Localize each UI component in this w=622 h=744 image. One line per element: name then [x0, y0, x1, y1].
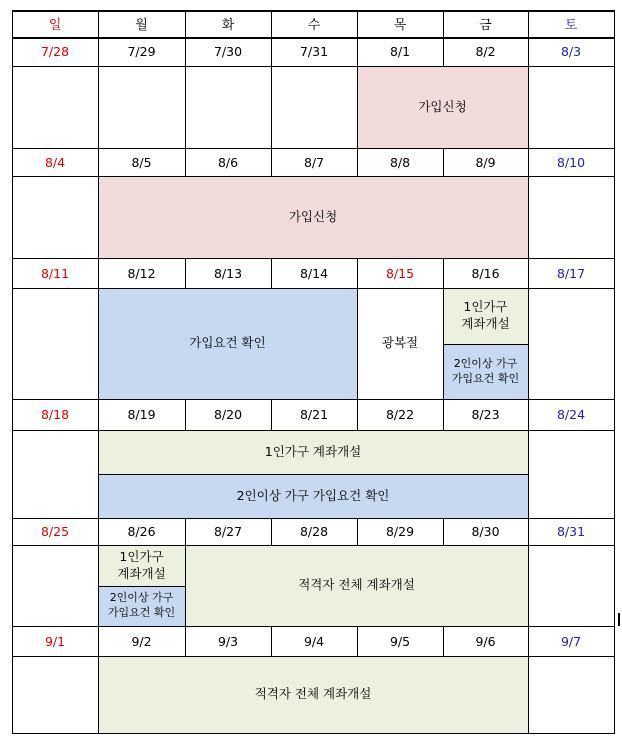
date-cell: 8/18 [40, 407, 70, 422]
date-cell: 8/7 [303, 154, 325, 170]
grid-line [614, 148, 615, 176]
grid-line [614, 37, 615, 66]
event-all-eligible-account-week6 [98, 656, 528, 733]
grid-line [12, 37, 13, 66]
grid-line [98, 656, 99, 733]
date-cell: 9/5 [389, 633, 411, 649]
grid-line [614, 66, 615, 148]
grid-line [185, 37, 186, 66]
event-eligibility-check [98, 288, 357, 399]
date-cell: 8/30 [471, 524, 500, 539]
date-cell: 8/28 [299, 524, 329, 539]
grid-line [12, 733, 615, 734]
event-multi-household-eligibility-week4 [98, 474, 528, 518]
grid-line [12, 176, 13, 258]
event-signup-week2 [98, 176, 528, 258]
grid-line [271, 37, 272, 66]
grid-line [98, 545, 99, 626]
grid-line [357, 288, 358, 399]
date-cell: 8/14 [299, 265, 329, 281]
event-multi-household-eligibility-week5 [98, 586, 185, 626]
grid-line [12, 518, 13, 545]
event-label-line1: 2인이상 가구 [453, 356, 518, 370]
grid-line [443, 148, 444, 176]
grid-line [98, 148, 99, 176]
date-cell: 8/24 [556, 407, 586, 422]
grid-line [98, 10, 99, 37]
grid-line [271, 148, 272, 176]
date-cell: 8/13 [213, 265, 243, 281]
event-label-line2: 가입요건 확인 [107, 606, 176, 619]
grid-line [443, 399, 444, 430]
grid-line [528, 288, 529, 399]
weekday-header-cell: 금 [479, 18, 492, 33]
grid-line [98, 258, 99, 288]
event-label-line2: 계좌개설 [461, 316, 510, 331]
weekday-header-cell: 화 [221, 18, 235, 33]
grid-line [185, 258, 186, 288]
grid-line [185, 545, 186, 626]
text-cursor [618, 613, 620, 626]
event-label: 가입신청 [288, 208, 338, 224]
weekday-header-cell: 토 [564, 18, 578, 33]
grid-line [185, 10, 186, 37]
grid-line [12, 10, 615, 12]
date-cell: 8/22 [385, 407, 415, 422]
date-cell: 7/28 [40, 44, 70, 59]
grid-line [528, 176, 529, 258]
grid-line [12, 399, 13, 430]
holiday-name: 광복절 [381, 335, 419, 351]
grid-line [98, 518, 99, 545]
grid-line [528, 399, 529, 430]
holiday-label [357, 288, 443, 399]
grid-line [12, 656, 13, 733]
date-cell: 8/3 [560, 44, 582, 59]
grid-line [614, 656, 615, 733]
event-label-line1: 2인이상 가구 [109, 591, 174, 605]
grid-line [357, 399, 358, 430]
date-cell: 7/31 [299, 44, 329, 59]
date-cell: 9/7 [560, 633, 582, 649]
event-label-line2: 계좌개설 [117, 565, 166, 581]
grid-line [271, 10, 272, 37]
grid-line [271, 258, 272, 288]
grid-line [614, 10, 615, 37]
grid-line [614, 258, 615, 288]
date-cell: 8/20 [213, 407, 243, 422]
event-single-household-account-week4 [98, 430, 528, 474]
date-cell: 8/10 [556, 154, 586, 170]
event-multi-household-eligibility [443, 344, 528, 399]
date-cell: 9/1 [44, 633, 66, 649]
grid-line [614, 518, 615, 545]
event-label: 적격자 전체 계좌개설 [298, 577, 415, 593]
grid-line [443, 37, 444, 66]
grid-line [12, 66, 13, 148]
date-cell: 8/17 [556, 265, 586, 281]
grid-line [614, 176, 615, 258]
date-cell: 8/27 [213, 524, 243, 539]
grid-line [12, 626, 615, 627]
grid-line [443, 10, 444, 37]
grid-line [443, 626, 444, 656]
event-label: 적격자 전체 계좌개설 [254, 686, 372, 702]
event-label: 가입요건 확인 [189, 335, 266, 351]
grid-line [12, 518, 615, 519]
grid-line [185, 518, 186, 545]
grid-line [12, 656, 615, 657]
event-label-line2: 가입요건 확인 [451, 371, 520, 385]
grid-line [357, 626, 358, 656]
weekday-header-cell: 수 [307, 18, 321, 33]
grid-line [12, 545, 615, 546]
date-cell: 8/29 [385, 524, 415, 539]
date-cell: 8/11 [40, 265, 70, 281]
grid-line [528, 258, 529, 288]
grid-line [12, 288, 615, 289]
date-cell: 8/1 [389, 44, 411, 59]
grid-line [528, 626, 529, 656]
grid-line [528, 10, 529, 37]
grid-line [12, 545, 13, 626]
grid-line [271, 518, 272, 545]
grid-line [185, 399, 186, 430]
grid-line [443, 518, 444, 545]
grid-line [12, 258, 13, 288]
grid-line [12, 148, 13, 176]
grid-line [271, 66, 272, 148]
grid-line [357, 518, 358, 545]
event-label-line1: 1인가구 [463, 299, 508, 315]
date-cell: 8/9 [475, 154, 496, 170]
grid-line [98, 66, 99, 148]
date-cell: 8/4 [44, 154, 66, 170]
grid-line [443, 288, 444, 399]
date-cell: 8/16 [471, 265, 500, 281]
grid-line [528, 37, 529, 66]
grid-line [528, 545, 529, 626]
event-all-eligible-account-week5 [185, 545, 528, 626]
grid-line [98, 399, 99, 430]
grid-line [357, 66, 358, 148]
event-label-line1: 1인가구 [119, 548, 164, 564]
event-label: 1인가구 계좌개설 [264, 443, 362, 459]
grid-line [12, 430, 615, 431]
event-single-household-account [443, 288, 528, 344]
grid-line [12, 10, 13, 37]
grid-line [614, 626, 615, 656]
date-cell: 8/2 [475, 44, 496, 59]
weekday-header-cell: 목 [393, 18, 407, 33]
date-cell: 7/29 [127, 44, 156, 59]
grid-line [12, 399, 615, 400]
grid-line [12, 258, 615, 259]
grid-line [98, 474, 529, 475]
grid-line [12, 66, 615, 67]
grid-line [528, 518, 529, 545]
grid-line [185, 148, 186, 176]
date-cell: 9/3 [217, 633, 239, 649]
grid-line [614, 545, 615, 626]
grid-line [357, 10, 358, 37]
grid-line [98, 288, 99, 399]
grid-line [528, 656, 529, 733]
grid-line [12, 37, 615, 39]
date-cell: 8/26 [127, 524, 156, 539]
date-cell: 8/31 [556, 524, 586, 539]
grid-line [271, 626, 272, 656]
grid-line [271, 399, 272, 430]
grid-line [12, 626, 13, 656]
grid-line [614, 288, 615, 399]
date-cell: 9/2 [131, 633, 152, 649]
event-signup-week1 [357, 66, 528, 148]
event-label: 가입신청 [418, 98, 467, 114]
grid-line [528, 66, 529, 148]
date-cell: 8/23 [471, 407, 500, 422]
grid-line [614, 399, 615, 430]
date-cell: 8/15 [385, 265, 415, 281]
event-single-household-account-week5 [98, 545, 185, 586]
grid-line [528, 430, 529, 518]
grid-line [357, 258, 358, 288]
grid-line [185, 626, 186, 656]
date-cell: 9/6 [475, 633, 496, 649]
grid-line [12, 148, 615, 149]
grid-line [357, 37, 358, 66]
grid-line [185, 66, 186, 148]
date-cell: 7/30 [213, 44, 243, 59]
grid-line [98, 626, 99, 656]
date-cell: 8/25 [40, 524, 70, 539]
date-cell: 8/12 [127, 265, 156, 281]
grid-line [12, 288, 13, 399]
grid-line [357, 148, 358, 176]
date-cell: 8/5 [131, 154, 152, 170]
date-cell: 8/21 [299, 407, 329, 422]
grid-line [12, 176, 615, 177]
grid-line [98, 37, 99, 66]
event-label: 2인이상 가구 가입요건 확인 [236, 487, 390, 503]
date-cell: 8/8 [389, 154, 411, 170]
grid-line [98, 176, 99, 258]
weekday-header-cell: 월 [135, 18, 148, 33]
date-cell: 8/19 [127, 407, 156, 422]
grid-line [443, 344, 529, 345]
date-cell: 9/4 [303, 633, 325, 649]
grid-line [98, 430, 99, 518]
grid-line [443, 258, 444, 288]
weekday-header-cell: 일 [48, 18, 62, 33]
grid-line [614, 430, 615, 518]
grid-line [98, 586, 186, 587]
grid-line [12, 430, 13, 518]
grid-line [528, 148, 529, 176]
date-cell: 8/6 [217, 154, 239, 170]
